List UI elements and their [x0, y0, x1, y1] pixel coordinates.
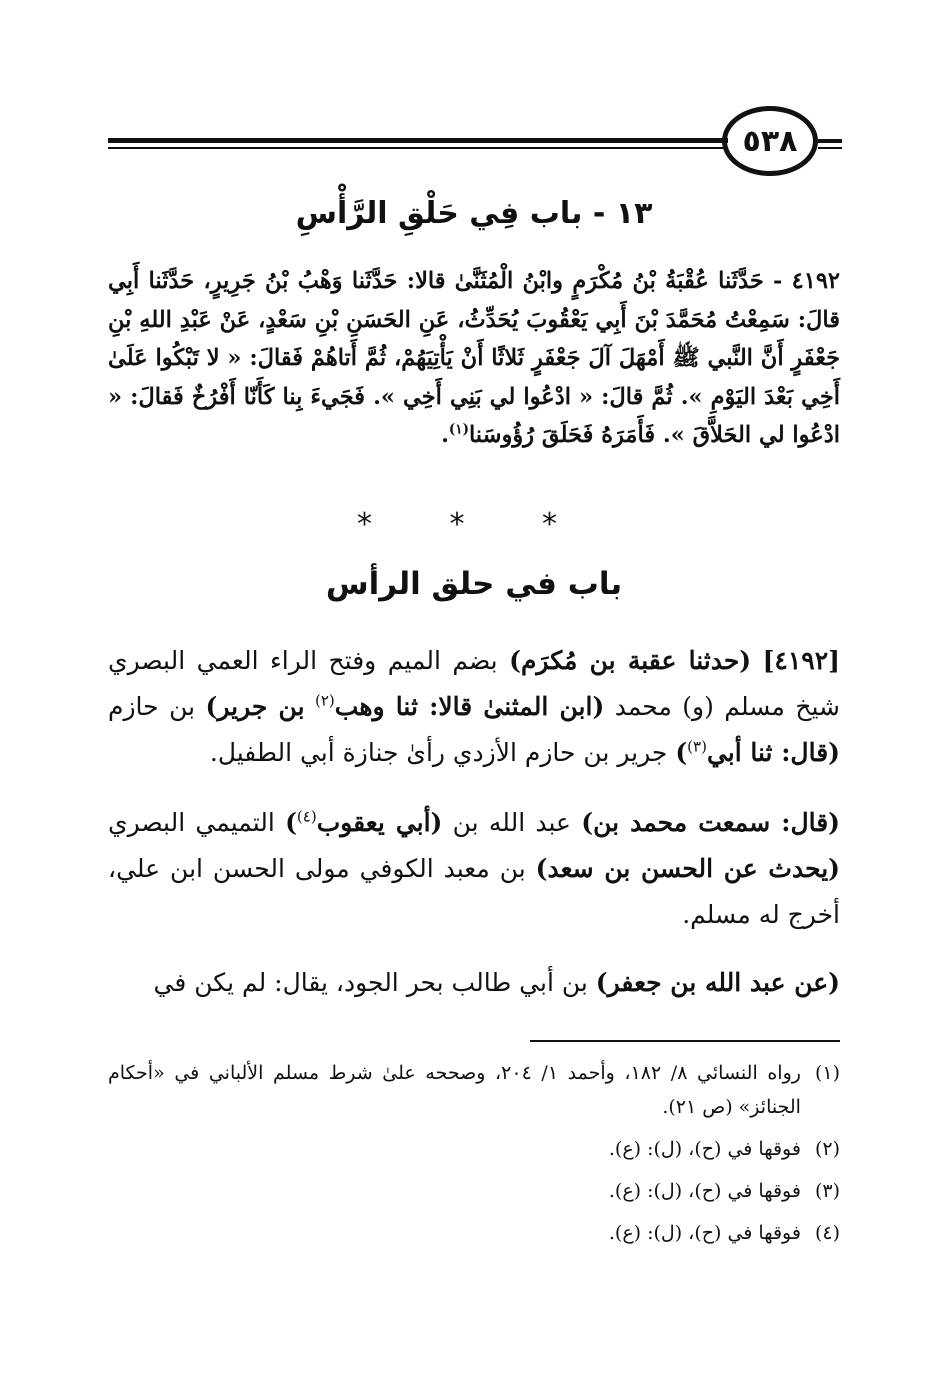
- closing-paren: ): [285, 808, 297, 837]
- quoted-text: (قال: ثنا أبي: [706, 738, 840, 767]
- explanation-text: جرير بن حازم الأزدي رأىٰ جنازة أبي الطفيل.: [209, 738, 668, 767]
- footnote-text: فوقها في (ح)، (ل): (ع).: [608, 1138, 801, 1160]
- footnote-ref: (٢): [315, 691, 335, 710]
- footnote-ref: (٣): [687, 737, 707, 756]
- explanation-text: عبد الله بن: [452, 808, 571, 837]
- quoted-text: (أبي يعقوب: [316, 808, 443, 837]
- footnote-1: [108, 1056, 840, 1124]
- explanation-text: بن أبي طالب بحر الجود، يقال: لم يكن في: [153, 968, 588, 997]
- explanation-text: بضم الميم وفتح الراء العمي البصري شيخ مسلم (و) محمد: [108, 646, 840, 721]
- header-tail-thin: [818, 147, 842, 149]
- explanation-text: التميمي البصري: [108, 808, 275, 837]
- hadith-number: [٤١٩٢]: [762, 646, 840, 675]
- footnote-number: (٤): [814, 1222, 840, 1244]
- footnotes: [108, 1056, 840, 1258]
- quoted-text: (حدثنا عقبة بن مُكرَم): [509, 646, 752, 675]
- commentary-paragraph-3: [108, 960, 840, 1006]
- header-rule-thin: [108, 147, 728, 149]
- explanation-text: بن معبد الكوفي مولى الحسن ابن علي، أخرج له مسلم.: [108, 854, 840, 929]
- commentary-paragraph-1: [108, 638, 840, 776]
- closing-paren: ): [675, 738, 688, 767]
- page-number: ٥٣٨: [722, 106, 818, 176]
- footnote-3: [108, 1174, 840, 1208]
- explanation-text: بن حازم: [108, 692, 196, 721]
- header-tail-thick: [818, 139, 842, 143]
- hadith-footnote-ref: (١): [448, 421, 469, 438]
- quoted-text: (ابن المثنىٰ قالا: ثنا وهب: [334, 692, 605, 721]
- quoted-text: (عن عبد الله بن جعفر): [595, 968, 840, 997]
- footnote-4: [108, 1216, 840, 1250]
- footnote-ref: (٤): [296, 807, 317, 826]
- footnote-number: (٢): [814, 1138, 840, 1160]
- footnote-number: (١): [814, 1062, 840, 1084]
- quoted-text: (قال: سمعت محمد بن): [581, 808, 840, 837]
- commentary-heading: باب في حلق الرأس: [325, 566, 623, 602]
- footnote-text: فوقها في (ح)، (ل): (ع).: [608, 1222, 801, 1244]
- footnote-text: رواه النسائي ٨/ ١٨٢، وأحمد ١/ ٢٠٤، وصححه علىٰ شرط مسلم الألباني في «أحكام الجنائز» (ص ٢١).: [108, 1062, 801, 1118]
- header-rule-thick: [108, 138, 728, 143]
- footnote-2: [108, 1132, 840, 1166]
- hadith-text: ٤١٩٢ - حَدَّثَنا عُقْبَةُ بْنُ مُكْرَمٍ وابْنُ الْمُثَنَّىٰ قالا: حَدَّثَنا وَهْبُ بْنُ جَرِيرٍ، حَدَّثَنا أَبِي قالَ: سَمِعْتُ مُحَمَّدَ بْنَ أَبِي يَعْقُوبَ يُحَدِّثُ، عَنِ الحَسَنِ بْنِ سَعْدٍ، عَنْ عَبْدِ اللهِ بْنِ جَعْفَرٍ أَنَّ النَّبي ﷺ أَمْهَلَ آلَ جَعْفَرٍ ثَلاثًا أَنْ يَأْتِيَهُمْ، ثُمَّ أَتاهُمْ فَقالَ: « لا تَبْكُوا عَلَىٰ أَخِي بَعْدَ اليَوْمِ ». ثُمَّ قالَ: « ادْعُوا لي بَنِي أَخِي ». فَجَيءَ بِنا كَأَنّا أَفْرُخٌ فَقالَ: « ادْعُوا لي الحَلاَّقَ ». فَأَمَرَهُ فَحَلَقَ رُؤُوسَنا$^{(١)}$.: [108, 268, 840, 448]
- hadith-body: ٤١٩٢ - حَدَّثَنا عُقْبَةُ بْنُ مُكْرَمٍ وابْنُ الْمُثَنَّىٰ قالا: حَدَّثَنا وَهْبُ بْنُ جَرِيرٍ، حَدَّثَنا أَبِي قالَ: سَمِعْتُ مُحَمَّدَ بْنَ أَبِي يَعْقُوبَ يُحَدِّثُ، عَنِ الحَسَنِ بْنِ سَعْدٍ، عَنْ عَبْدِ اللهِ بْنِ جَعْفَرٍ أَنَّ النَّبي ﷺ أَمْهَلَ آلَ جَعْفَرٍ ثَلاثًا أَنْ يَأْتِيَهُمْ، ثُمَّ أَتاهُمْ فَقالَ: « لا تَبْكُوا عَلَىٰ أَخِي بَعْدَ اليَوْمِ ». ثُمَّ قالَ: « ادْعُوا لي بَنِي أَخِي ». فَجَيءَ بِنا كَأَنّا أَفْرُخٌ فَقالَ: « ادْعُوا لي الحَلاَّقَ ». فَأَمَرَهُ فَحَلَقَ رُؤُوسَنا: [108, 268, 840, 448]
- quoted-text: بن جرير): [205, 692, 305, 721]
- quoted-text: (يحدث عن الحسن بن سعد): [535, 854, 840, 883]
- header-rule-tail: [818, 139, 842, 151]
- commentary-paragraph-2: [108, 800, 840, 938]
- header-rule: [108, 136, 728, 152]
- section-separator-stars: * * *: [356, 507, 592, 542]
- chapter-heading: ١٣ - باب فِي حَلْقِ الرَّأْسِ: [295, 196, 653, 231]
- footnote-text: فوقها في (ح)، (ل): (ع).: [608, 1180, 801, 1202]
- footnote-separator: [530, 1040, 840, 1042]
- footnote-number: (٣): [814, 1180, 840, 1202]
